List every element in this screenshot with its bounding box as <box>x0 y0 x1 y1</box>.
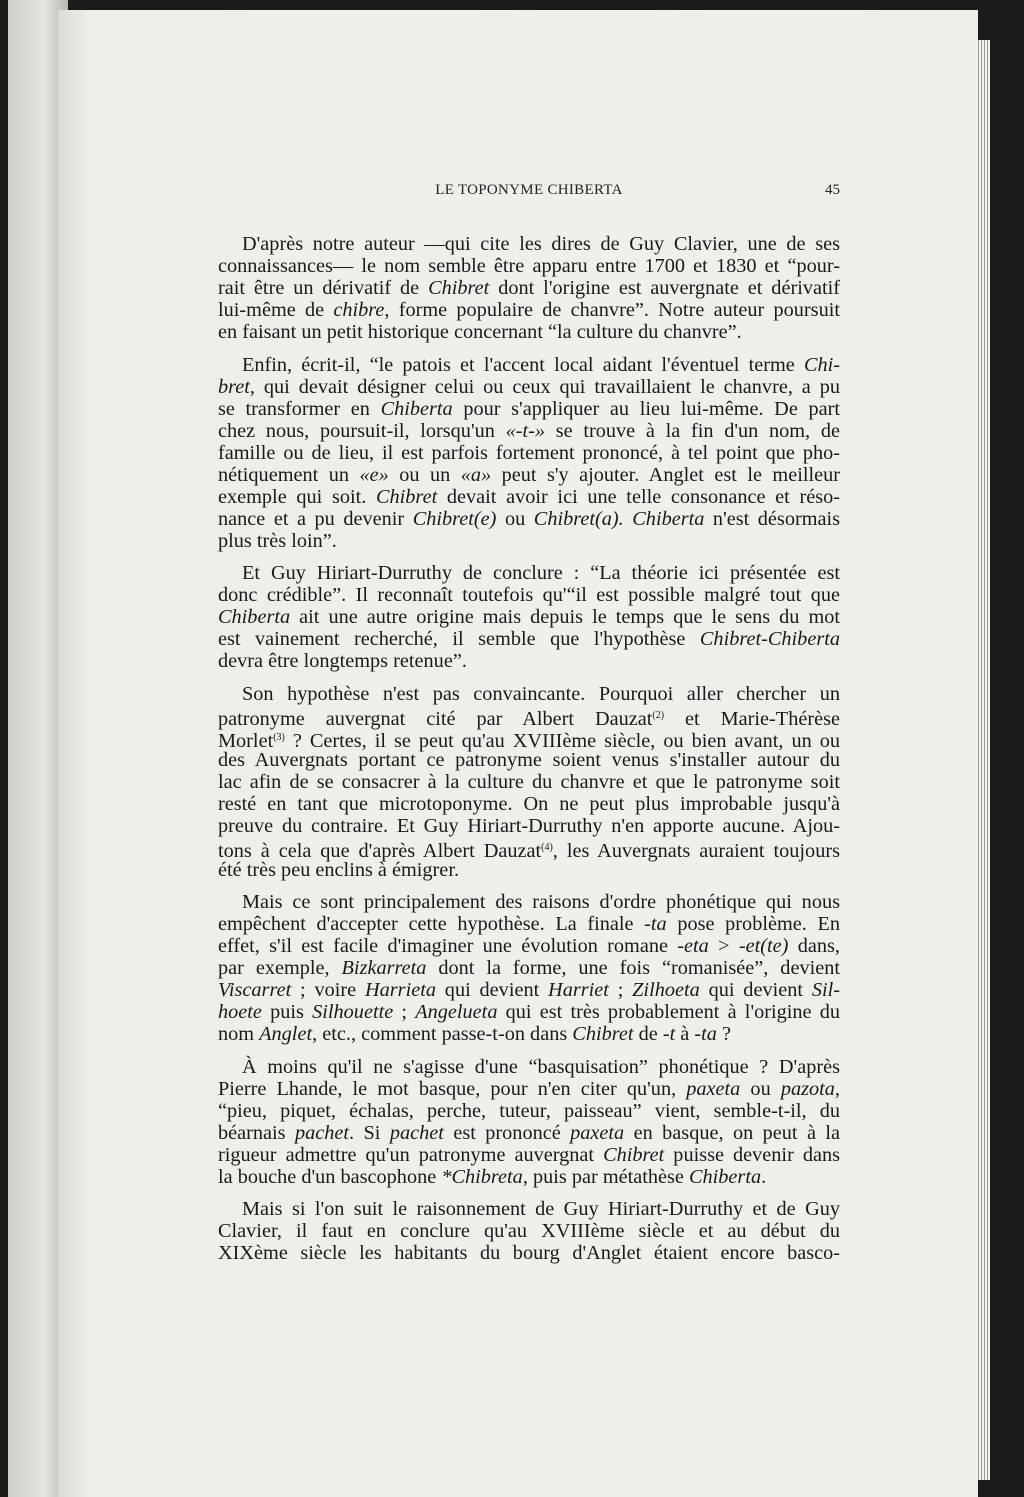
text-line <box>218 530 840 552</box>
italic-term: Chibret(a). Chiberta <box>533 507 705 530</box>
text-segment: > <box>708 935 739 957</box>
text-line <box>218 606 840 628</box>
text-line <box>218 1144 840 1166</box>
text-segment: Enfin, écrit-il, “le patois et l'accent local aidant l'éventuel terme <box>242 353 804 376</box>
text-line <box>218 420 840 442</box>
text-line <box>218 1023 840 1045</box>
italic-term: Anglet <box>259 1023 313 1045</box>
text-line <box>218 1198 840 1220</box>
text-line <box>218 1220 840 1242</box>
italic-term: Chi- <box>803 353 840 376</box>
text-segment: . <box>761 1165 767 1188</box>
text-segment: lac afin de se consacrer à la culture du chanvre et que le patronyme soit <box>218 770 840 793</box>
text-line <box>218 277 840 299</box>
text-line <box>218 957 840 979</box>
text-segment: tons à cela que d'après Albert Dauzat <box>218 839 542 862</box>
text-segment: famille ou de lieu, il est parfois fortement prononcé, à tel point que pho- <box>218 441 840 464</box>
paragraph <box>218 1056 840 1188</box>
paragraph <box>218 1198 840 1264</box>
text-segment: puisse devenir dans <box>664 1143 840 1166</box>
text-line <box>218 299 840 321</box>
italic-term: pachet <box>389 1121 444 1144</box>
paragraph <box>218 233 840 343</box>
text-segment: nance et a pu devenir <box>218 507 413 530</box>
text-segment: n'est désormais <box>704 507 841 530</box>
italic-term: paxeta <box>570 1121 625 1144</box>
text-segment: pour s'appliquer au lieu lui-même. De part <box>452 397 840 420</box>
italic-term: Chibret-Chiberta <box>699 628 840 650</box>
italic-term: Silhouette <box>312 1001 394 1023</box>
text-line <box>218 837 840 862</box>
text-segment: “pieu, piquet, échalas, perche, tuteur, paisseau” vient, semble-t-il, du <box>218 1099 840 1122</box>
italic-term: chibre <box>333 299 385 321</box>
text-line <box>218 1001 840 1023</box>
text-segment: ou <box>496 507 534 530</box>
text-line <box>218 727 840 752</box>
text-segment: empêchent d'accepter cette hypothèse. La finale <box>218 913 645 935</box>
text-line <box>218 486 840 508</box>
text-segment: XIXème siècle les habitants du bourg d'Anglet étaient encore basco- <box>218 1242 840 1264</box>
text-segment: dont l'origine est auvergnate et dérivatif <box>489 277 841 299</box>
body-text <box>218 233 840 1275</box>
italic-term: Chiberta <box>688 1165 762 1188</box>
text-line <box>218 913 840 935</box>
text-segment: plus très loin”. <box>218 529 337 552</box>
italic-term: Chibret <box>375 485 438 508</box>
text-segment: D'après notre auteur —qui cite les dires de Guy Clavier, une de ses <box>242 233 840 255</box>
text-line <box>218 255 840 277</box>
text-segment: qui devient <box>699 979 812 1001</box>
italic-term: Chibret <box>428 277 490 299</box>
text-segment: pose problème. En <box>666 913 840 935</box>
text-segment: devra être longtemps retenue”. <box>218 650 467 672</box>
footnote-reference: (3) <box>273 731 285 743</box>
text-segment: ; <box>393 1001 416 1023</box>
text-line <box>218 1166 840 1188</box>
footnote-reference: (2) <box>652 709 665 721</box>
italic-term: hoete <box>218 1001 262 1023</box>
text-segment: ; <box>608 979 633 1001</box>
text-segment: Et Guy Hiriart-Durruthy de conclure : “La théorie ici présentée est <box>242 562 840 584</box>
running-title: LE TOPONYME CHIBERTA <box>435 182 623 198</box>
text-segment: preuve du contraire. Et Guy Hiriart-Durruthy n'en apporte aucune. Ajou- <box>218 814 840 837</box>
text-line <box>218 705 840 730</box>
text-segment: par exemple, <box>218 957 342 979</box>
text-segment: qui est très probablement à l'origine du <box>497 1001 841 1023</box>
italic-term: -et(te) <box>738 935 789 957</box>
text-segment: , puis par métathèse <box>522 1165 689 1188</box>
text-segment: . Si <box>349 1121 390 1144</box>
paragraph <box>218 562 840 672</box>
text-segment: effet, s'il est facile d'imaginer une évolution romane <box>218 935 678 957</box>
text-segment: est vainement recherché, il semble que l'hypothèse <box>218 628 700 650</box>
italic-term: «-t-» <box>505 419 546 442</box>
page-number: 45 <box>825 182 840 198</box>
text-line <box>218 859 840 881</box>
text-line <box>218 979 840 1001</box>
text-line <box>218 233 840 255</box>
text-segment: resté en tant que microtoponyme. On ne peut plus improbable jusqu'à <box>218 792 840 815</box>
text-segment: rigueur admettre qu'un patronyme auvergnat <box>218 1143 604 1166</box>
italic-term: -eta <box>677 935 709 957</box>
paragraph <box>218 891 840 1045</box>
footnote-reference: (4) <box>541 841 553 853</box>
text-segment: béarnais <box>218 1121 295 1144</box>
italic-term: Chibret(e) <box>412 507 497 530</box>
text-segment: Pierre Lhande, le mot basque, pour n'en citer qu'un, <box>218 1077 687 1100</box>
text-line <box>218 442 840 464</box>
text-segment: ? <box>716 1023 731 1045</box>
italic-term: Harrieta <box>365 979 436 1001</box>
text-segment: ait une autre origine mais depuis le temps que le sens du mot <box>290 606 840 628</box>
text-segment: et Marie-Thérèse <box>664 707 840 730</box>
text-line <box>218 650 840 672</box>
italic-term: bret <box>218 375 250 398</box>
text-segment: Mais ce sont principalement des raisons d'ordre phonétique qui nous <box>242 891 840 913</box>
text-line <box>218 354 840 376</box>
text-line <box>218 793 840 815</box>
text-line <box>218 891 840 913</box>
text-segment: été très peu enclins à émigrer. <box>218 858 460 881</box>
text-segment: à <box>675 1023 695 1045</box>
text-segment: , forme populaire de chanvre”. Notre auteur poursuit <box>384 299 840 321</box>
italic-term: -t <box>662 1023 676 1045</box>
text-line <box>218 1100 840 1122</box>
page-edges <box>976 40 990 1480</box>
text-segment: nom <box>218 1023 260 1045</box>
text-segment: ; voire <box>291 979 365 1001</box>
text-segment: patronyme auvergnat cité par Albert Dauzat <box>218 707 653 730</box>
text-line <box>218 1078 840 1100</box>
text-segment: dont la forme, une fois “romanisée”, devient <box>426 957 840 979</box>
text-segment: qui devient <box>435 979 549 1001</box>
text-line <box>218 771 840 793</box>
italic-term: Chiberta <box>218 606 291 628</box>
text-segment: puis <box>261 1001 313 1023</box>
paragraph <box>218 354 840 552</box>
text-line <box>218 376 840 398</box>
italic-term: Bizkarreta <box>341 957 427 979</box>
text-line <box>218 815 840 837</box>
text-segment: de <box>633 1023 663 1045</box>
text-segment: ou un <box>388 463 461 486</box>
italic-term: Chibret <box>603 1143 665 1166</box>
text-segment: rait être un dérivatif de <box>218 277 429 299</box>
text-line <box>218 683 840 705</box>
text-line <box>218 562 840 584</box>
italic-term: Harriet <box>548 979 609 1001</box>
text-segment: exemple qui soit. <box>218 485 376 508</box>
text-segment: , <box>834 1077 840 1100</box>
text-line <box>218 935 840 957</box>
text-segment: Clavier, il faut en conclure qu'au XVIIIème siècle et au début du <box>218 1220 840 1242</box>
italic-term: paxeta <box>686 1077 741 1100</box>
italic-term: Chibret <box>572 1023 634 1045</box>
italic-term: Chiberta <box>380 397 453 420</box>
italic-term: pachet <box>294 1121 350 1144</box>
text-segment: Mais si l'on suit le raisonnement de Guy Hiriart-Durruthy et de Guy <box>242 1198 840 1220</box>
text-segment: dans, <box>788 935 840 957</box>
italic-term: Viscarret <box>218 979 292 1001</box>
text-segment: est prononcé <box>443 1121 571 1144</box>
text-segment: , les Auvergnats auraient toujours <box>552 839 840 862</box>
italic-term: «a» <box>460 463 492 486</box>
text-segment: , etc., comment passe-t-on dans <box>312 1023 573 1045</box>
text-segment: chez nous, poursuit-il, lorsqu'un <box>218 419 506 442</box>
text-line <box>218 508 840 530</box>
running-header <box>218 182 840 202</box>
italic-term: Sil- <box>811 979 840 1001</box>
text-segment: peut s'y ajouter. Anglet est le meilleur <box>491 463 840 486</box>
text-segment: nétiquement un <box>218 463 360 486</box>
text-segment: des Auvergnats portant ce patronyme soient venus s'installer autour du <box>218 748 840 771</box>
text-segment: devait avoir ici une telle consonance et réso- <box>437 485 840 508</box>
italic-term: pazota <box>780 1077 835 1100</box>
text-segment: donc crédible”. Il reconnaît toutefois qu'“il est possible malgré tout que <box>218 584 840 606</box>
text-line <box>218 628 840 650</box>
text-segment: lui-même de <box>218 299 334 321</box>
text-line <box>218 1242 840 1264</box>
text-segment: À moins qu'il ne s'agisse d'une “basquisation” phonétique ? D'après <box>242 1055 840 1078</box>
text-segment: se trouve à la fin d'un nom, de <box>545 419 840 442</box>
italic-term: -ta <box>694 1023 717 1045</box>
text-segment: en faisant un petit historique concernant “la culture du chanvre”. <box>218 321 742 343</box>
text-line <box>218 321 840 343</box>
text-segment: , qui devait désigner celui ou ceux qui travaillaient le chanvre, a pu <box>249 375 840 398</box>
italic-term: -ta <box>644 913 667 935</box>
text-line <box>218 584 840 606</box>
text-segment: se transformer en <box>218 397 381 420</box>
text-segment: Morlet <box>218 729 274 752</box>
text-segment: ? Certes, il se peut qu'au XVIIIème siècle, ou bien avant, un ou <box>284 729 840 752</box>
text-segment: connaissances— le nom semble être apparu entre 1700 et 1830 et “pour- <box>218 255 840 277</box>
text-segment: ou <box>740 1077 781 1100</box>
italic-term: «e» <box>359 463 389 486</box>
italic-term: *Chibreta <box>441 1165 523 1188</box>
text-line <box>218 464 840 486</box>
text-segment: en basque, on peut à la <box>624 1121 841 1144</box>
paragraph <box>218 683 840 881</box>
italic-term: Angelueta <box>415 1001 498 1023</box>
text-line <box>218 1122 840 1144</box>
text-line <box>218 1056 840 1078</box>
italic-term: Zilhoeta <box>632 979 700 1001</box>
text-segment: la bouche d'un bascophone <box>218 1165 442 1188</box>
text-segment: Son hypothèse n'est pas convaincante. Pourquoi aller chercher un <box>242 682 840 705</box>
text-line <box>218 398 840 420</box>
text-line <box>218 749 840 771</box>
